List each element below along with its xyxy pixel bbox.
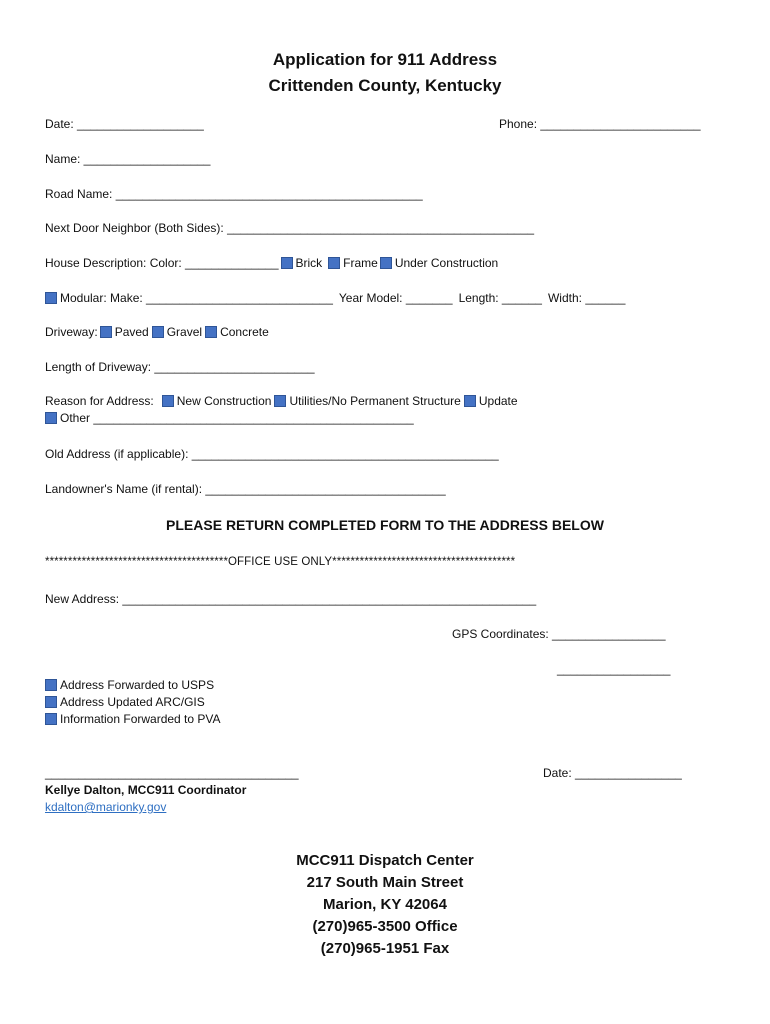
modular-make-field[interactable]: Modular: Make: ____________________________ bbox=[60, 291, 333, 305]
address-line-4: (270)965-3500 Office bbox=[312, 918, 458, 935]
under-construction-label: Under Construction bbox=[394, 256, 499, 270]
year-model-field[interactable]: Year Model: _______ bbox=[338, 291, 453, 305]
phone-field[interactable]: Phone: ________________________ bbox=[499, 117, 701, 131]
check-pva-row bbox=[45, 711, 221, 727]
old-address-field[interactable]: Old Address (if applicable): ______________________________________________ bbox=[45, 447, 499, 461]
arcgis-checkbox[interactable] bbox=[45, 696, 57, 708]
reason-label: Reason for Address: bbox=[45, 394, 154, 408]
gravel-checkbox[interactable] bbox=[152, 326, 164, 338]
gps-coordinates-line2[interactable]: _________________ bbox=[557, 662, 671, 676]
driveway-row bbox=[45, 324, 269, 340]
driveway-length-field[interactable]: Length of Driveway: ________________________ bbox=[45, 360, 315, 374]
check-arcgis-row bbox=[45, 694, 205, 710]
landowner-field[interactable]: Landowner's Name (if rental): ____________________________________ bbox=[45, 482, 446, 496]
paved-label: Paved bbox=[114, 325, 149, 339]
modular-checkbox[interactable] bbox=[45, 292, 57, 304]
brick-checkbox[interactable] bbox=[281, 257, 293, 269]
signature-date-field[interactable]: Date: ________________ bbox=[543, 766, 682, 780]
utilities-label: Utilities/No Permanent Structure bbox=[289, 394, 461, 408]
usps-label: Address Forwarded to USPS bbox=[60, 678, 215, 692]
usps-checkbox[interactable] bbox=[45, 679, 57, 691]
concrete-label: Concrete bbox=[220, 325, 269, 339]
gravel-label: Gravel bbox=[166, 325, 203, 339]
reason-row bbox=[45, 393, 518, 409]
road-name-field[interactable]: Road Name: ______________________________________________ bbox=[45, 187, 423, 201]
address-line-1: MCC911 Dispatch Center bbox=[296, 852, 474, 869]
new-construction-checkbox[interactable] bbox=[162, 395, 174, 407]
address-line-5: (270)965-1951 Fax bbox=[320, 940, 450, 957]
modular-row bbox=[45, 290, 625, 306]
frame-label: Frame bbox=[343, 256, 378, 270]
other-checkbox[interactable] bbox=[45, 412, 57, 424]
coordinator-name: Kellye Dalton, MCC911 Coordinator bbox=[45, 783, 247, 797]
form-subtitle: Crittenden County, Kentucky bbox=[268, 76, 502, 95]
other-field[interactable]: Other ________________________________________________ bbox=[60, 411, 414, 425]
check-usps-row bbox=[45, 677, 214, 693]
driveway-label: Driveway: bbox=[45, 325, 98, 339]
office-use-divider: ****************************************OFFICE USE ONLY**************************************** bbox=[45, 556, 516, 568]
under-construction-checkbox[interactable] bbox=[380, 257, 392, 269]
address-line-2: 217 South Main Street bbox=[306, 874, 464, 891]
house-color-field[interactable]: House Description: Color: ______________ bbox=[45, 256, 279, 270]
new-construction-label: New Construction bbox=[176, 394, 272, 408]
concrete-checkbox[interactable] bbox=[205, 326, 217, 338]
length-field[interactable]: Length: ______ bbox=[458, 291, 542, 305]
utilities-checkbox[interactable] bbox=[274, 395, 286, 407]
update-checkbox[interactable] bbox=[464, 395, 476, 407]
update-label: Update bbox=[478, 394, 518, 408]
house-description-row bbox=[45, 255, 498, 271]
new-address-field[interactable]: New Address: ______________________________________________________________ bbox=[45, 592, 537, 606]
pva-label: Information Forwarded to PVA bbox=[60, 712, 221, 726]
signature-line[interactable]: ______________________________________ bbox=[45, 766, 299, 780]
coordinator-email-link[interactable]: kdalton@marionky.gov bbox=[45, 800, 167, 814]
return-notice: PLEASE RETURN COMPLETED FORM TO THE ADDRESS BELOW bbox=[166, 517, 604, 533]
date-field[interactable]: Date: ___________________ bbox=[45, 117, 204, 131]
form-title: Application for 911 Address bbox=[272, 50, 498, 69]
width-field[interactable]: Width: ______ bbox=[547, 291, 626, 305]
name-field[interactable]: Name: ___________________ bbox=[45, 152, 211, 166]
frame-checkbox[interactable] bbox=[328, 257, 340, 269]
brick-label: Brick bbox=[295, 256, 323, 270]
other-row bbox=[45, 410, 414, 426]
arcgis-label: Address Updated ARC/GIS bbox=[60, 695, 205, 709]
neighbor-field[interactable]: Next Door Neighbor (Both Sides): ______________________________________________ bbox=[45, 221, 535, 235]
gps-coordinates-field[interactable]: GPS Coordinates: _________________ bbox=[452, 627, 666, 641]
paved-checkbox[interactable] bbox=[100, 326, 112, 338]
address-line-3: Marion, KY 42064 bbox=[323, 896, 447, 913]
pva-checkbox[interactable] bbox=[45, 713, 57, 725]
